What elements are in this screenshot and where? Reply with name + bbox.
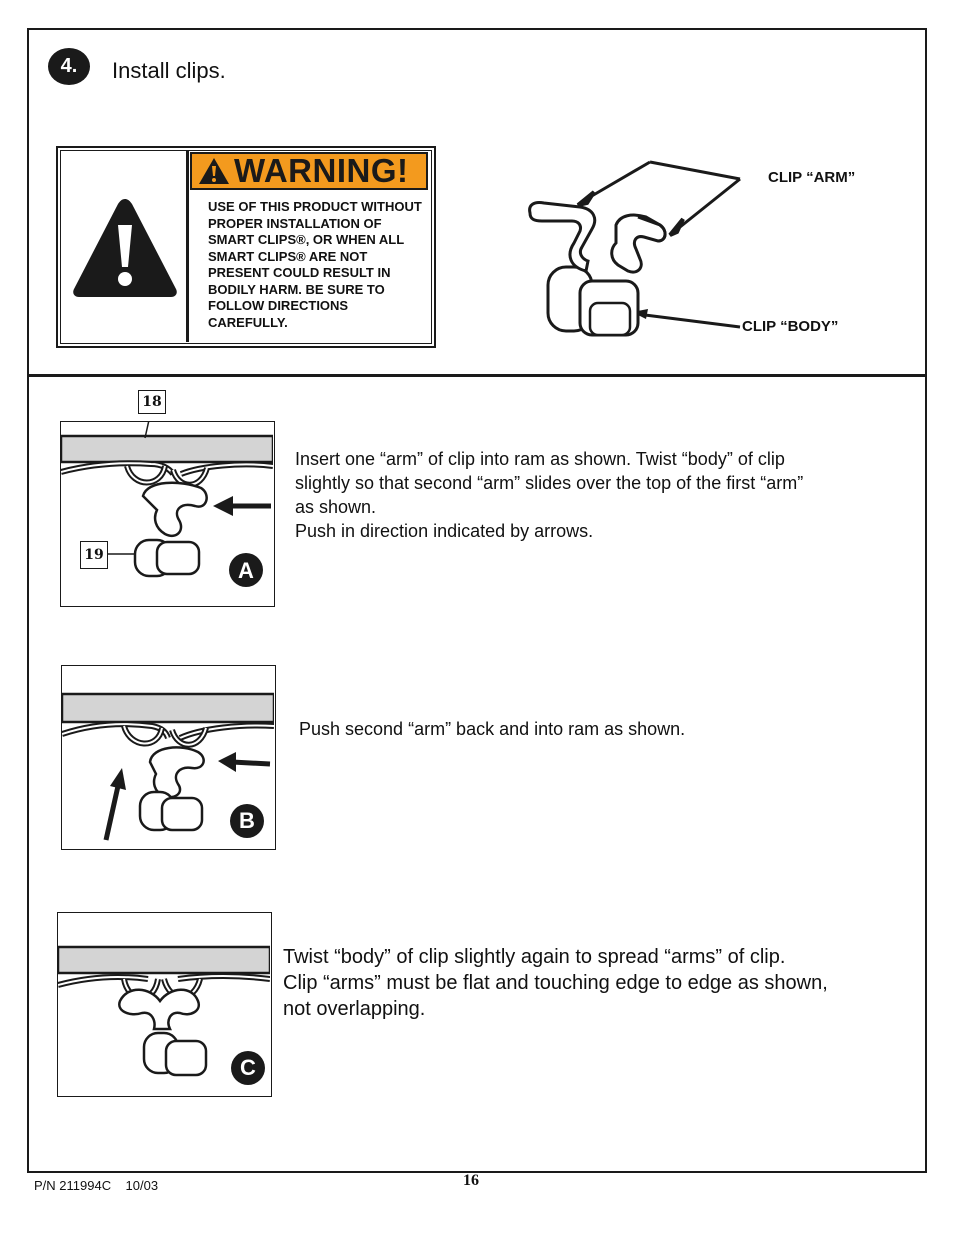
clip-diagram — [520, 155, 760, 345]
panel-a-line-4: Push in direction indicated by arrows. — [295, 521, 594, 541]
step-number-badge: 4. — [48, 48, 90, 85]
panel-b-line-1: Push second “arm” back and into ram as shown. — [299, 719, 686, 739]
warning-text: USE OF THIS PRODUCT WITHOUT PROPER INSTALLATION OF SMART CLIPS®, OR WHEN ALL SMART CLIPS® ARE NOT PRESENT COULD RESULT IN BODILY HARM. BE SURE TO FOLLOW DIRECTIONS CAREFULLY. — [208, 199, 422, 330]
warning-header — [190, 152, 428, 190]
panel-a-line-3: as shown. — [295, 497, 377, 517]
warning-header-text: WARNING! — [234, 152, 409, 189]
warning-triangle-icon — [70, 195, 180, 299]
callout-19: 19 — [80, 541, 108, 569]
panel-c-instructions — [283, 944, 903, 1022]
panel-a-line-1: Insert one “arm” of clip into ram as shown. Twist “body” of clip — [295, 449, 785, 469]
callout-18: 18 — [138, 390, 166, 414]
panel-a-instructions — [295, 447, 885, 543]
panel-c-line-2: Clip “arms” must be flat and touching edge to edge as shown, — [283, 972, 828, 994]
warning-small-icon — [198, 156, 230, 186]
part-number: P/N 211994C — [34, 1178, 112, 1193]
panel-c-line-1: Twist “body” of clip slightly again to spread “arms” of clip. — [283, 946, 786, 968]
footer-date: 10/03 — [125, 1178, 159, 1193]
step-title: Install clips. — [112, 58, 226, 83]
panel-c-line-3: not overlapping. — [283, 998, 426, 1020]
footer-part-number — [34, 1178, 158, 1193]
panel-b-letter: B — [239, 808, 255, 833]
warning-divider — [186, 150, 189, 342]
panel-b-instructions — [299, 717, 859, 741]
clip-body-label: CLIP “BODY” — [742, 318, 839, 335]
panel-a-line-2: slightly so that second “arm” slides over the top of the first “arm” — [295, 473, 804, 493]
page-number: 16 — [463, 1172, 479, 1189]
panel-c-letter: C — [240, 1055, 256, 1080]
clip-arm-label: CLIP “ARM” — [768, 169, 856, 186]
panel-a-letter: A — [238, 558, 254, 583]
